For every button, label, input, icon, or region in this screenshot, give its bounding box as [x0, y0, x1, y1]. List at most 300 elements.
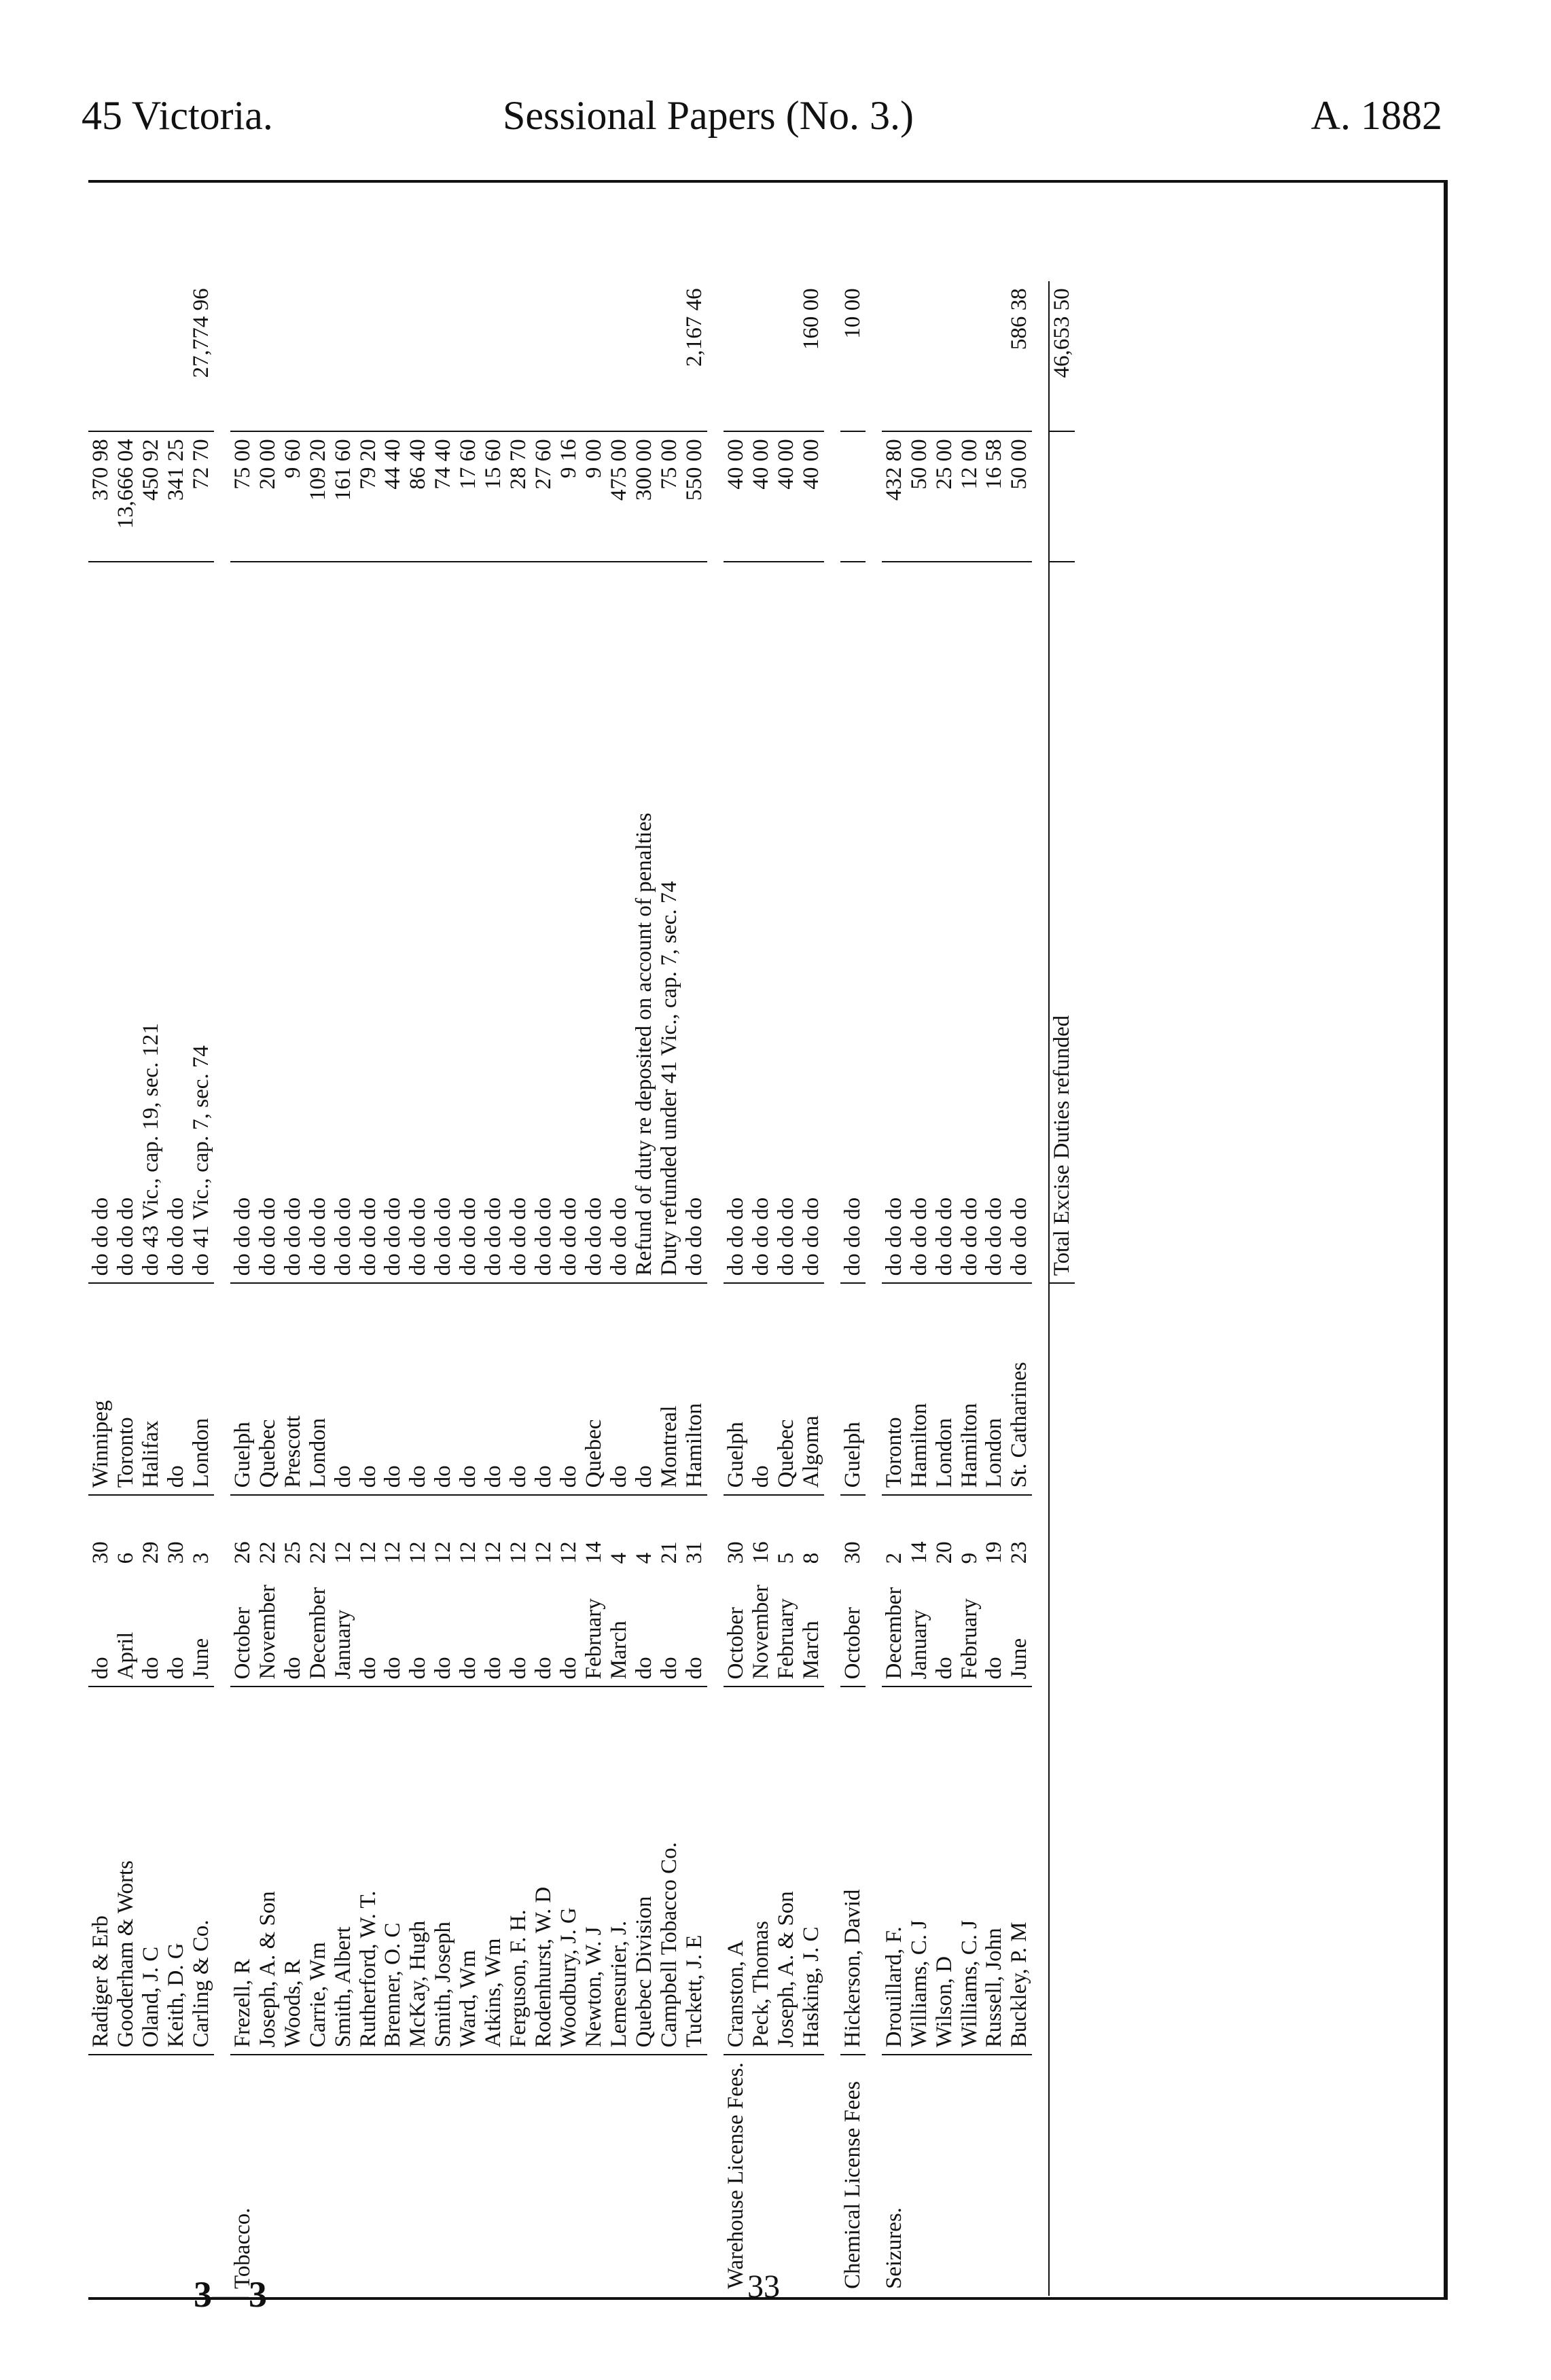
payee-name: Frezell, R [230, 1687, 255, 2055]
payee-name: Lemesurier, J. [607, 1687, 632, 2055]
description: do do do [907, 562, 932, 1283]
category-label [657, 2055, 682, 2296]
month: March [799, 1570, 824, 1687]
payee-name: Keith, D. G [164, 1687, 189, 2055]
place: London [982, 1283, 1007, 1495]
place: do [331, 1283, 356, 1495]
payee-name: Joseph, A. & Son [774, 1687, 799, 2055]
month: do [164, 1570, 189, 1687]
category-label [607, 2055, 632, 2296]
amount: 40 00 [724, 431, 749, 562]
category-label [957, 2055, 982, 2296]
total-label: Total Excise Duties refunded [1049, 562, 1075, 1283]
payee-name: Carrie, Wm [306, 1687, 331, 2055]
day: 12 [481, 1541, 506, 1564]
subtotal [281, 281, 306, 431]
place: Toronto [113, 1283, 139, 1495]
place: do [556, 1283, 582, 1495]
subtotal [255, 281, 281, 431]
category-label [113, 2055, 139, 2296]
payee-name: Radiger & Erb [88, 1687, 113, 2055]
table-row [682, 281, 707, 2296]
place: Guelph [840, 1283, 866, 1495]
day: 12 [531, 1541, 556, 1564]
month: January [331, 1570, 356, 1687]
day: 12 [380, 1541, 406, 1564]
description: do do do [88, 562, 113, 1283]
subtotal [749, 281, 774, 431]
month: do [481, 1570, 506, 1687]
header-center: Sessional Papers (No. 3.) [503, 93, 914, 138]
description: do do do [164, 562, 189, 1283]
amount: 50 00 [907, 431, 932, 562]
month: November [255, 1570, 281, 1687]
subtotal: 160 00 [799, 281, 824, 431]
category-label [632, 2055, 657, 2296]
day: 29 [138, 1541, 163, 1564]
table-row [230, 281, 255, 2296]
table-row [306, 281, 331, 2296]
total-row [1049, 281, 1075, 2296]
refund-table [88, 281, 1075, 2296]
place: Guelph [230, 1283, 255, 1495]
amount: 300 00 [632, 431, 657, 562]
group-spacer [866, 281, 882, 2296]
amount: 9 60 [281, 431, 306, 562]
day: 30 [163, 1541, 188, 1564]
group-spacer [214, 281, 230, 2296]
description: do do do [724, 562, 749, 1283]
day: 4 [607, 1552, 632, 1564]
table-row [724, 281, 749, 2296]
category-label [356, 2055, 381, 2296]
amount: 25 00 [932, 431, 957, 562]
month: do [506, 1570, 531, 1687]
amount: 432 80 [882, 431, 907, 562]
place: London [932, 1283, 957, 1495]
description: do do do [506, 562, 531, 1283]
description: do do do [331, 562, 356, 1283]
amount: 50 00 [1007, 431, 1032, 562]
table-row [281, 281, 306, 2296]
day: 3 [188, 1552, 213, 1564]
description: Duty refunded under 41 Vic., cap. 7, sec. 74 [657, 562, 682, 1283]
subtotal [774, 281, 799, 431]
payee-name: Newton, W. J [582, 1687, 607, 2055]
description: do do do [982, 562, 1007, 1283]
month: do [556, 1570, 582, 1687]
month: November [749, 1570, 774, 1687]
payee-name: McKay, Hugh [406, 1687, 431, 2055]
month: February [957, 1570, 982, 1687]
month: October [840, 1570, 866, 1687]
table-row [882, 281, 907, 2296]
table-body [88, 281, 1075, 2296]
description: do do do [380, 562, 406, 1283]
description: do do do [957, 562, 982, 1283]
place: do [749, 1283, 774, 1495]
subtotal: 27,774 96 [189, 281, 214, 431]
table-row [380, 281, 406, 2296]
payee-name: Quebec Division [632, 1687, 657, 2055]
signature-mark: 3—3 [194, 2274, 267, 2315]
table-row [164, 281, 189, 2296]
subtotal [882, 281, 907, 431]
subtotal [164, 281, 189, 431]
table-row [582, 281, 607, 2296]
table-row [531, 281, 556, 2296]
category-label [774, 2055, 799, 2296]
payee-name: Ferguson, F. H. [506, 1687, 531, 2055]
payee-name: Williams, C. J [957, 1687, 982, 2055]
category-label [139, 2055, 164, 2296]
category-label [749, 2055, 774, 2296]
description: do do do [230, 562, 255, 1283]
table-row [632, 281, 657, 2296]
place: Winnipeg [88, 1283, 113, 1495]
amount: 341 25 [164, 431, 189, 562]
category-label [431, 2055, 456, 2296]
table-row [331, 281, 356, 2296]
amount: 40 00 [749, 431, 774, 562]
day: 12 [355, 1541, 380, 1564]
place: do [506, 1283, 531, 1495]
payee-name: Hasking, J. C [799, 1687, 824, 2055]
description: do do do [582, 562, 607, 1283]
description: do do do [113, 562, 139, 1283]
day: 20 [931, 1541, 957, 1564]
month: March [607, 1570, 632, 1687]
payee-name: Brenner, O. C [380, 1687, 406, 2055]
day: 26 [230, 1541, 255, 1564]
header-right: A. 1882 [1311, 93, 1442, 138]
category-label [1007, 2055, 1032, 2296]
table-row [774, 281, 799, 2296]
table-row [556, 281, 582, 2296]
table-row [189, 281, 214, 2296]
amount [840, 431, 866, 562]
category-label [481, 2055, 506, 2296]
month: do [531, 1570, 556, 1687]
month: October [230, 1570, 255, 1687]
category-label [380, 2055, 406, 2296]
place: Hamilton [957, 1283, 982, 1495]
place: Prescott [281, 1283, 306, 1495]
category-label [88, 2055, 113, 2296]
payee-name: Drouillard, F. [882, 1687, 907, 2055]
subtotal [456, 281, 481, 431]
month: do [281, 1570, 306, 1687]
amount: 75 00 [230, 431, 255, 562]
month: do [406, 1570, 431, 1687]
place: Halifax [139, 1283, 164, 1495]
category-label [189, 2055, 214, 2296]
amount: 9 16 [556, 431, 582, 562]
place: Guelph [724, 1283, 749, 1495]
amount: 161 60 [331, 431, 356, 562]
place: Quebec [774, 1283, 799, 1495]
category-label [164, 2055, 189, 2296]
place: do [632, 1283, 657, 1495]
group-spacer [824, 281, 840, 2296]
place: do [431, 1283, 456, 1495]
day: 12 [506, 1541, 531, 1564]
month: June [189, 1570, 214, 1687]
month: do [431, 1570, 456, 1687]
month: June [1007, 1570, 1032, 1687]
subtotal [306, 281, 331, 431]
payee-name: Rutherford, W. T. [356, 1687, 381, 2055]
month: do [356, 1570, 381, 1687]
description: do do do [281, 562, 306, 1283]
subtotal [380, 281, 406, 431]
category-label: Warehouse License Fees. [723, 2062, 748, 2289]
month: do [139, 1570, 164, 1687]
description: do do do [531, 562, 556, 1283]
place: London [189, 1283, 214, 1495]
day: 2 [881, 1552, 906, 1564]
day: 14 [582, 1541, 607, 1564]
place: Quebec [255, 1283, 281, 1495]
day: 30 [840, 1541, 865, 1564]
amount: 109 20 [306, 431, 331, 562]
amount: 72 70 [189, 431, 214, 562]
category-label [506, 2055, 531, 2296]
description: do do do [799, 562, 824, 1283]
place: do [380, 1283, 406, 1495]
month: do [380, 1570, 406, 1687]
month: do [982, 1570, 1007, 1687]
payee-name: Wilson, D [932, 1687, 957, 2055]
amount: 44 40 [380, 431, 406, 562]
place: St. Catharines [1007, 1283, 1032, 1495]
day: 6 [113, 1552, 138, 1564]
category-label [406, 2055, 431, 2296]
subtotal [724, 281, 749, 431]
category-label [531, 2055, 556, 2296]
subtotal [932, 281, 957, 431]
description: do do do [255, 562, 281, 1283]
group-spacer [707, 281, 724, 2296]
subtotal [556, 281, 582, 431]
day: 12 [406, 1541, 431, 1564]
payee-name: Peck, Thomas [749, 1687, 774, 2055]
day: 25 [280, 1541, 305, 1564]
page-number: 33 [747, 2269, 780, 2305]
payee-name: Woods, R [281, 1687, 306, 2055]
description: do do do [306, 562, 331, 1283]
month: December [882, 1570, 907, 1687]
category-label [582, 2055, 607, 2296]
table-row [657, 281, 682, 2296]
payee-name: Gooderham & Worts [113, 1687, 139, 2055]
table-row [255, 281, 281, 2296]
month: do [632, 1570, 657, 1687]
category-label [907, 2055, 932, 2296]
description: do do do [456, 562, 481, 1283]
category-label: Chemical License Fees [840, 2080, 865, 2289]
amount: 74 40 [431, 431, 456, 562]
day: 14 [906, 1541, 931, 1564]
description: do do do [1007, 562, 1032, 1283]
place: Toronto [882, 1283, 907, 1495]
subtotal [582, 281, 607, 431]
table-row [1007, 281, 1032, 2296]
table-row [749, 281, 774, 2296]
description: do do do [774, 562, 799, 1283]
place: do [164, 1283, 189, 1495]
day: 19 [982, 1541, 1007, 1564]
month: December [306, 1570, 331, 1687]
day: 30 [88, 1541, 113, 1564]
payee-name: Campbell Tobacco Co. [657, 1687, 682, 2055]
header-left: 45 Victoria. [82, 93, 273, 138]
payee-name: Cranston, A [724, 1687, 749, 2055]
description: do do do [607, 562, 632, 1283]
total-amount-spacer [1049, 431, 1075, 562]
description: do 41 Vic., cap. 7, sec. 74 [189, 562, 214, 1283]
month: February [582, 1570, 607, 1687]
place: Algoma [799, 1283, 824, 1495]
payee-name: Russell, John [982, 1687, 1007, 2055]
month: April [113, 1570, 139, 1687]
subtotal: 586 38 [1007, 281, 1032, 431]
category-label [556, 2055, 582, 2296]
subtotal [632, 281, 657, 431]
month: do [682, 1570, 707, 1687]
subtotal [88, 281, 113, 431]
description: do do do [749, 562, 774, 1283]
subtotal [907, 281, 932, 431]
category-label [306, 2055, 331, 2296]
payee-name: Hickerson, David [840, 1687, 866, 2055]
day: 12 [456, 1541, 481, 1564]
description: do do do [356, 562, 381, 1283]
table-row [481, 281, 506, 2296]
place: Montreal [657, 1283, 682, 1495]
amount: 550 00 [682, 431, 707, 562]
subtotal [531, 281, 556, 431]
table-row [840, 281, 866, 2296]
day: 12 [556, 1541, 582, 1564]
subtotal [406, 281, 431, 431]
description: do do do [431, 562, 456, 1283]
description: do do do [556, 562, 582, 1283]
payee-name: Carling & Co. [189, 1687, 214, 2055]
place: do [607, 1283, 632, 1495]
day: 5 [773, 1552, 798, 1564]
place: do [456, 1283, 481, 1495]
month: do [932, 1570, 957, 1687]
table-row [932, 281, 957, 2296]
subtotal [607, 281, 632, 431]
day: 16 [748, 1541, 773, 1564]
payee-name: Tuckett, J. E [682, 1687, 707, 2055]
amount: 16 58 [982, 431, 1007, 562]
amount: 475 00 [607, 431, 632, 562]
category-label [331, 2055, 356, 2296]
table-row [431, 281, 456, 2296]
payee-name: Oland, J. C [139, 1687, 164, 2055]
table-row [957, 281, 982, 2296]
table-row [907, 281, 932, 2296]
amount: 450 92 [139, 431, 164, 562]
amount: 27 60 [531, 431, 556, 562]
amount: 20 00 [255, 431, 281, 562]
table-row [139, 281, 164, 2296]
amount: 12 00 [957, 431, 982, 562]
amount: 370 98 [88, 431, 113, 562]
day: 23 [1007, 1541, 1032, 1564]
table-row [607, 281, 632, 2296]
day: 22 [305, 1541, 330, 1564]
day: 30 [723, 1541, 748, 1564]
place: Hamilton [682, 1283, 707, 1495]
subtotal [331, 281, 356, 431]
total-spacer [1049, 1283, 1075, 2296]
table-row [88, 281, 113, 2296]
payee-name: Atkins, Wm [481, 1687, 506, 2055]
subtotal: 10 00 [840, 281, 866, 431]
category-label [281, 2055, 306, 2296]
subtotal [113, 281, 139, 431]
day: 12 [431, 1541, 456, 1564]
category-label [255, 2055, 281, 2296]
place: do [481, 1283, 506, 1495]
payee-name: Buckley, P. M [1007, 1687, 1032, 2055]
month: do [657, 1570, 682, 1687]
category-label: Seizures. [881, 2207, 906, 2289]
day: 12 [330, 1541, 355, 1564]
subtotal [356, 281, 381, 431]
day: 21 [656, 1541, 681, 1564]
description: do do do [406, 562, 431, 1283]
amount: 15 60 [481, 431, 506, 562]
amount: 9 00 [582, 431, 607, 562]
subtotal [481, 281, 506, 431]
month: October [724, 1570, 749, 1687]
table-row [356, 281, 381, 2296]
payee-name: Williams, C. J [907, 1687, 932, 2055]
day: 22 [255, 1541, 280, 1564]
table-row [113, 281, 139, 2296]
place: do [406, 1283, 431, 1495]
subtotal [431, 281, 456, 431]
top-rule [88, 180, 1444, 183]
month: do [456, 1570, 481, 1687]
amount: 79 20 [356, 431, 381, 562]
subtotal [957, 281, 982, 431]
amount: 86 40 [406, 431, 431, 562]
place: Quebec [582, 1283, 607, 1495]
group-spacer [1032, 281, 1049, 2296]
amount: 40 00 [774, 431, 799, 562]
table-row [456, 281, 481, 2296]
category-label [682, 2055, 707, 2296]
month: January [907, 1570, 932, 1687]
description: do do do [481, 562, 506, 1283]
payee-name: Smith, Joseph [431, 1687, 456, 2055]
description: do 43 Vic., cap. 19, sec. 121 [139, 562, 164, 1283]
right-border [1444, 180, 1448, 2300]
category-label [456, 2055, 481, 2296]
payee-name: Smith, Albert [331, 1687, 356, 2055]
place: do [356, 1283, 381, 1495]
day: 4 [632, 1552, 657, 1564]
table-row [982, 281, 1007, 2296]
month: do [88, 1570, 113, 1687]
description: do do do [840, 562, 866, 1283]
